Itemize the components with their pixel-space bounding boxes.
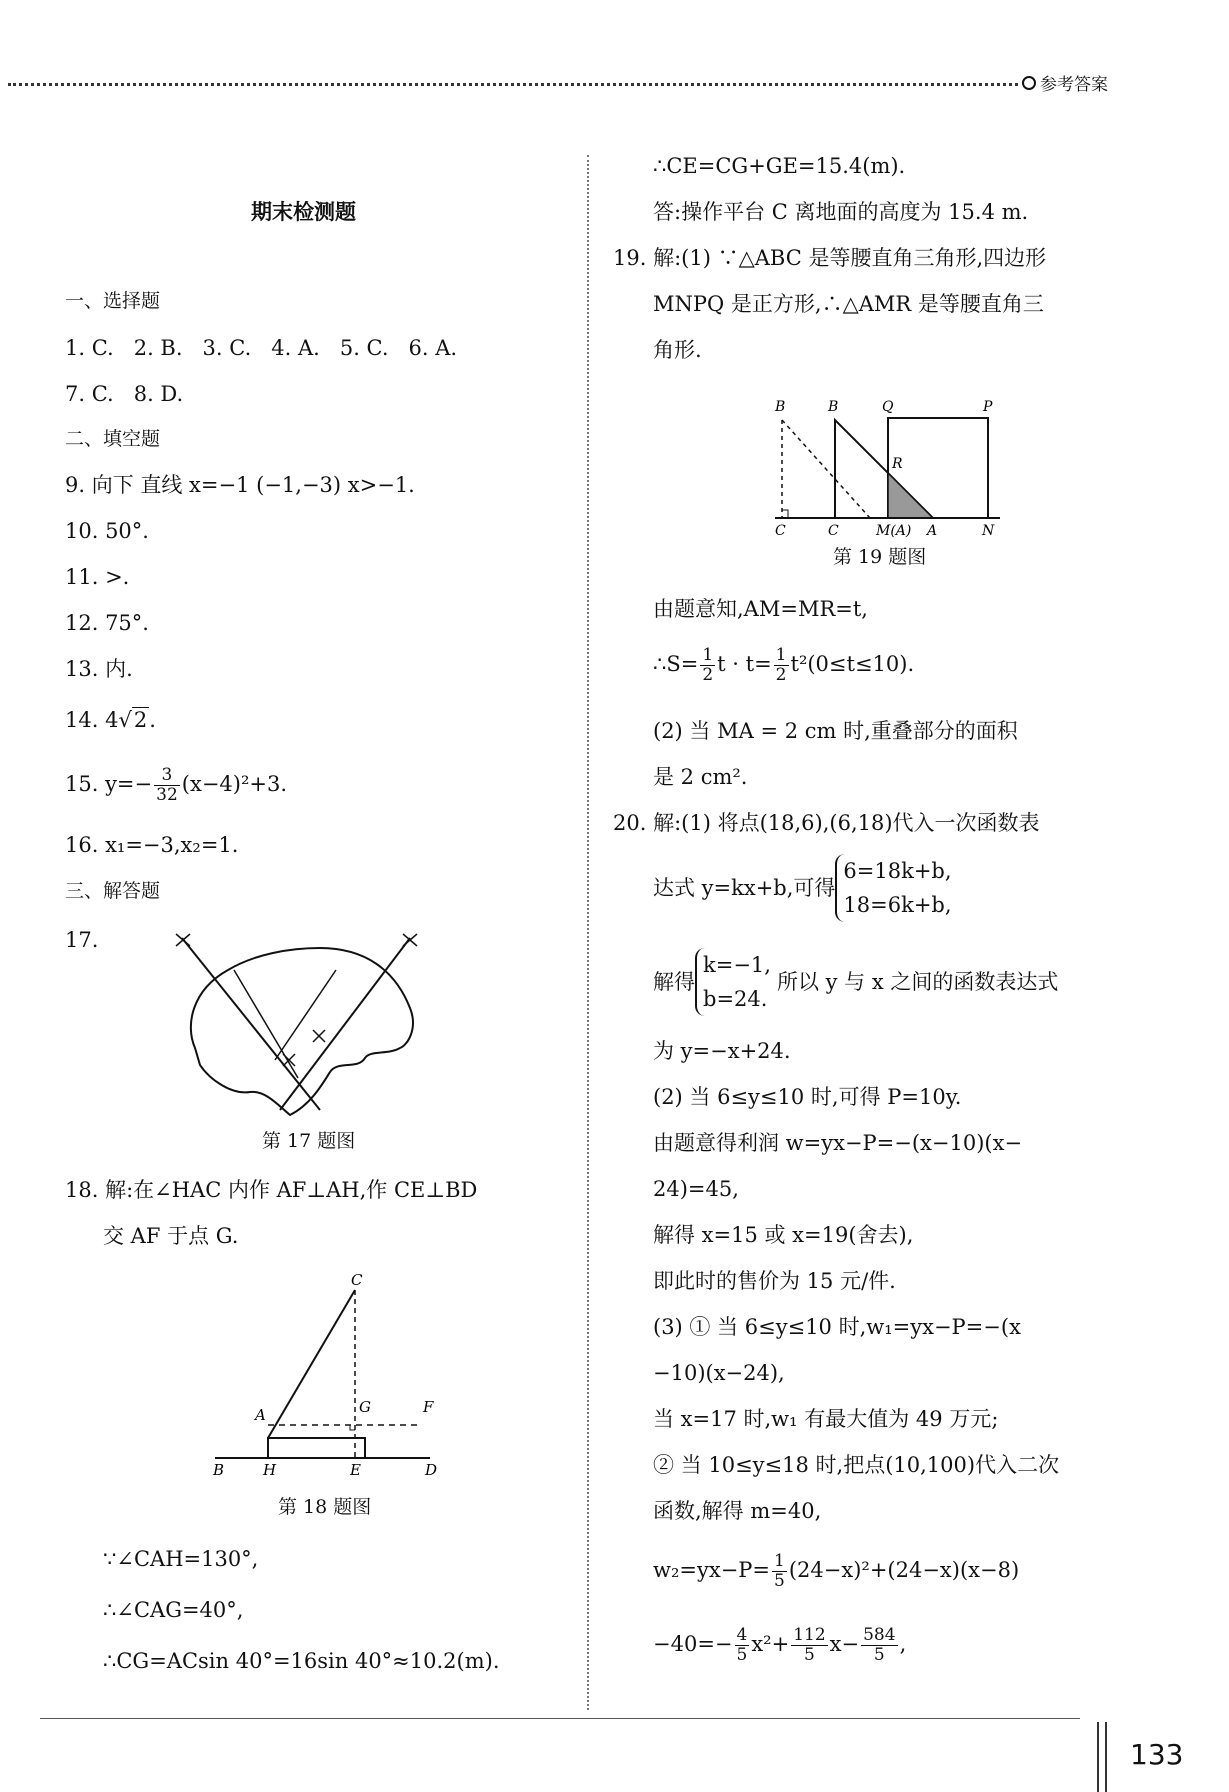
- column-divider: [587, 155, 589, 1710]
- fig18-label-a: A: [255, 1406, 266, 1424]
- fig18-label-h: H: [263, 1461, 277, 1479]
- answer-q20-line-12: 当 x=17 时,w₁ 有最大值为 49 万元;: [653, 1407, 999, 1431]
- answer-q20-line-13: ② 当 10≤y≤18 时,把点(10,100)代入二次: [653, 1453, 1060, 1477]
- answer-q20-line-11: −10)(x−24),: [653, 1361, 785, 1385]
- answer-q19-line-3: 角形.: [653, 338, 702, 362]
- figure-19-caption: 第 19 题图: [833, 546, 927, 568]
- step-line-3: ∴CG=ACsin 40°=16sin 40°≈10.2(m).: [103, 1649, 500, 1673]
- right-line-2: 答:操作平台 C 离地面的高度为 15.4 m.: [653, 200, 1029, 224]
- answer-q16: 16. x₁=−3,x₂=1.: [65, 833, 239, 857]
- answers-row-1: 1. C. 2. B. 3. C. 4. A. 5. C. 6. A.: [65, 336, 458, 360]
- answer-q20-line-7: 24)=45,: [653, 1177, 739, 1201]
- answer-q19-line-1: 19. 解:(1) ∵△ABC 是等腰直角三角形,四边形: [613, 246, 1047, 270]
- answer-q20-line-5: (2) 当 6≤y≤10 时,可得 P=10y.: [653, 1085, 962, 1109]
- fig18-label-f: F: [423, 1398, 434, 1416]
- fig19-label-ma: M(A): [876, 523, 912, 539]
- figure-19: [770, 392, 1010, 542]
- answer-q13: 13. 内.: [65, 657, 133, 681]
- page-number: 133: [1130, 1738, 1184, 1771]
- answer-q19-line-4: 由题意知,AM=MR=t,: [653, 597, 868, 621]
- answer-q19-line-7: 是 2 cm².: [653, 765, 748, 789]
- footer-spine-mark: [1097, 1722, 1107, 1792]
- figure-18-caption: 第 18 题图: [278, 1496, 372, 1518]
- answer-q20-line-8: 解得 x=15 或 x=19(舍去),: [653, 1223, 914, 1247]
- answer-q20-w2-formula: w₂=yx−P= $\frac{1}{5}$ (24−x)²+(24−x)(x−8): [653, 1551, 1020, 1591]
- step-line-2: ∴∠CAG=40°,: [103, 1598, 244, 1622]
- answer-q14: 14. 4√2.: [65, 708, 156, 732]
- fig19-label-p: P: [983, 399, 993, 415]
- answer-q20-line-10: (3) ① 当 6≤y≤10 时,w₁=yx−P=−(x: [653, 1315, 1021, 1339]
- answer-q17-label: 17.: [65, 928, 99, 952]
- header-target-icon: [1022, 76, 1036, 90]
- step-line-1: ∵∠CAH=130°,: [103, 1547, 259, 1571]
- fig18-label-c: C: [351, 1271, 363, 1289]
- answer-q20-w2-expanded: −40=− $\frac{4}{5}$ x²+ $\frac{112}{5}$ x− $\frac{584}{5}$ ,: [653, 1625, 907, 1665]
- header-label: 参考答案: [1040, 75, 1108, 95]
- page-title: 期末检测题: [251, 200, 356, 224]
- answer-q20-system-2: 解得k=−1, b=24.所以 y 与 x 之间的函数表达式: [653, 948, 1058, 1016]
- fig18-label-d: D: [425, 1461, 438, 1479]
- answer-q19-line-2: MNPQ 是正方形,∴△AMR 是等腰直角三: [653, 292, 1044, 316]
- answer-q12: 12. 75°.: [65, 611, 149, 635]
- figure-17: [170, 930, 430, 1120]
- footer-rule: [40, 1718, 1080, 1719]
- fig19-label-b1: B: [775, 399, 786, 415]
- section-heading-solve: 三、解答题: [65, 880, 161, 902]
- answers-row-2: 7. C. 8. D.: [65, 382, 184, 406]
- answer-q18-line-1: 18. 解:在∠HAC 内作 AF⊥AH,作 CE⊥BD: [65, 1178, 478, 1202]
- fig18-label-e: E: [350, 1461, 361, 1479]
- answer-q10: 10. 50°.: [65, 519, 149, 543]
- figure-17-caption: 第 17 题图: [262, 1130, 356, 1152]
- answer-q20-line-4: 为 y=−x+24.: [653, 1039, 791, 1063]
- figure-18: [205, 1270, 455, 1480]
- answer-q20-system-1: 达式 y=kx+b,可得6=18k+b, 18=6k+b,: [653, 854, 952, 922]
- answer-q9: 9. 向下 直线 x=−1 (−1,−3) x>−1.: [65, 473, 415, 497]
- answer-q20-line-1: 20. 解:(1) 将点(18,6),(6,18)代入一次函数表: [613, 811, 1040, 835]
- section-heading-choice: 一、选择题: [65, 290, 161, 312]
- right-line-1: ∴CE=CG+GE=15.4(m).: [653, 154, 906, 178]
- answer-q11: 11. >.: [65, 565, 130, 589]
- fig19-label-c2: C: [828, 523, 839, 539]
- fig19-label-a: A: [927, 523, 938, 539]
- fig19-label-c1: C: [775, 523, 786, 539]
- fig19-label-n: N: [982, 523, 995, 539]
- answer-q20-line-9: 即此时的售价为 15 元/件.: [653, 1269, 896, 1293]
- answer-q19-area-formula: ∴S= $\frac{1}{2}$ t · t= $\frac{1}{2}$ t²(0≤t≤10).: [653, 645, 915, 685]
- answer-q18-line-2: 交 AF 于点 G.: [103, 1224, 239, 1248]
- fig19-label-q: Q: [882, 399, 894, 415]
- section-heading-fill: 二、填空题: [65, 428, 161, 450]
- fig19-label-r: R: [892, 456, 903, 472]
- header-dotted-rule: [8, 83, 1018, 86]
- fig19-label-b2: B: [828, 399, 839, 415]
- fig18-label-b: B: [213, 1461, 225, 1479]
- answer-q15: 15. y=− $\frac{3}{32}$ (x−4)²+3.: [65, 765, 288, 805]
- answer-q20-line-6: 由题意得利润 w=yx−P=−(x−10)(x−: [653, 1131, 1023, 1155]
- answer-q19-line-6: (2) 当 MA = 2 cm 时,重叠部分的面积: [653, 719, 1018, 743]
- fig18-label-g: G: [359, 1398, 371, 1416]
- answer-q20-line-14: 函数,解得 m=40,: [653, 1499, 822, 1523]
